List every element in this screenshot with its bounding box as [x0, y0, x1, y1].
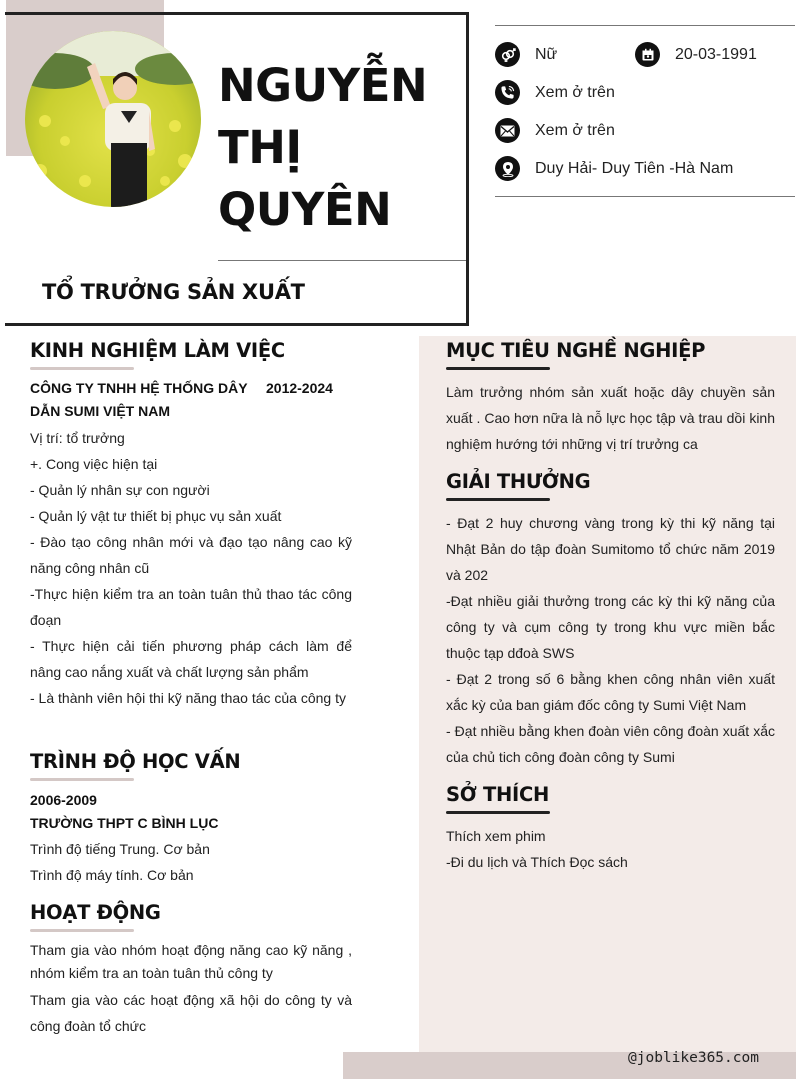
education-details — [30, 836, 210, 888]
education-heading: TRÌNH ĐỘ HỌC VẤN — [30, 750, 241, 773]
experience-line: - Quản lý nhân sự con người — [30, 482, 210, 498]
job-title: TỔ TRƯỞNG SẢN XUẤT — [42, 280, 305, 304]
name-box-border-bottom — [5, 323, 469, 326]
awards-underline — [446, 498, 550, 501]
education-school: TRƯỜNG THPT C BÌNH LỤC — [30, 815, 219, 831]
education-line: Trình độ máy tính. Cơ bản — [30, 867, 194, 883]
award-item: -Đạt nhiều giải thưởng trong các kỳ thi kỹ năng của công ty và cụm công ty trong khu vực miền bắc thuộc tạp dđoà SWS — [446, 593, 775, 661]
education-period: 2006-2009 — [30, 792, 97, 808]
experience-underline — [30, 367, 134, 370]
award-item: - Đạt nhiều bằng khen đoàn viên công đoàn xuất xắc của chủ tich công đoàn công ty Sumi — [446, 723, 775, 765]
envelope-icon — [495, 118, 520, 143]
full-name — [218, 55, 463, 241]
company-line-2: DẪN SUMI VIỆT NAM — [30, 403, 170, 419]
contact-email — [495, 118, 615, 143]
education-underline — [30, 778, 134, 781]
avatar — [25, 31, 201, 207]
phone-icon — [495, 80, 520, 105]
contact-gender — [495, 42, 557, 67]
activities-paragraph-1: Tham gia vào nhóm hoạt động năng cao kỹ năng , nhóm kiểm tra an toàn tuân thủ công ty — [30, 942, 352, 981]
experience-line: - Quản lý vật tư thiết bị phục vụ sản xuất — [30, 508, 282, 524]
gender-value: Nữ — [535, 45, 558, 63]
name-box-border-right — [466, 12, 469, 326]
company-line-1: CÔNG TY TNHH HỆ THỐNG DÂY — [30, 380, 248, 396]
contact-phone — [495, 80, 615, 105]
calendar-icon — [635, 42, 660, 67]
address-value: Duy Hải- Duy Tiên -Hà Nam — [535, 159, 734, 177]
name-line-1: NGUYỄN — [218, 59, 428, 112]
contact-birthday — [635, 42, 757, 67]
experience-period: 2012-2024 — [266, 380, 333, 396]
activities-heading: HOẠT ĐỘNG — [30, 901, 161, 924]
objective-underline — [446, 367, 550, 370]
watermark: @joblike365.com — [628, 1050, 759, 1066]
gender-icon — [495, 42, 520, 67]
location-pin-icon — [495, 156, 520, 181]
experience-line: - Đào tạo công nhân mới và đạo tạo nâng cao kỹ năng công nhân cũ — [30, 534, 352, 576]
award-item: - Đạt 2 huy chương vàng trong kỳ thi kỹ năng tại Nhật Bản do tập đoàn Sumitomo tổ chức năm 2019 và 202 — [446, 515, 775, 583]
education-line: Trình độ tiếng Trung. Cơ bản — [30, 841, 210, 857]
experience-line: Vị trí: tổ trưởng — [30, 430, 125, 446]
contact-divider-top — [495, 25, 795, 26]
experience-line: +. Cong việc hiện tại — [30, 456, 158, 472]
name-line-2: THỊ — [218, 121, 302, 174]
hobby-item: -Đi du lịch và Thích Đọc sách — [446, 854, 628, 870]
award-item: - Đạt 2 trong số 6 bằng khen công nhân viên xuất xắc kỳ của ban giám đốc công ty Sumi Việt Nam — [446, 671, 775, 713]
objective-text: Làm trưởng nhóm sản xuất hoặc dây chuyền sản xuất . Cao hơn nữa là nỗ lực học tập và trau dồi kinh nghiệm hướng tới những vị trí trưởng ca — [446, 384, 775, 452]
name-line-3: QUYÊN — [218, 183, 392, 236]
experience-line: -Thực hiện kiểm tra an toàn tuân thủ thao tác công đoạn — [30, 586, 352, 628]
name-divider — [218, 260, 466, 261]
contact-divider-bottom — [495, 196, 795, 197]
phone-value: Xem ở trên — [535, 83, 615, 101]
experience-company — [30, 377, 270, 423]
hobbies-heading: SỞ THÍCH — [446, 783, 549, 806]
experience-heading: KINH NGHIỆM LÀM VIỆC — [30, 339, 285, 362]
experience-details — [30, 425, 352, 711]
awards-heading: GIẢI THƯỞNG — [446, 470, 591, 493]
education-block — [30, 789, 218, 835]
hobby-item: Thích xem phim — [446, 828, 546, 844]
hobbies-underline — [446, 811, 550, 814]
experience-line: - Thực hiện cải tiến phương pháp cách làm để nâng cao nắng xuất và chất lượng sản phẩm — [30, 638, 352, 680]
activities-paragraph-2: Tham gia vào các hoạt động xã hội do công ty và công đoàn tổ chức — [30, 992, 352, 1034]
awards-list — [446, 510, 775, 770]
experience-line: - Là thành viên hội thi kỹ năng thao tác của công ty — [30, 690, 346, 706]
hobbies-list — [446, 823, 628, 875]
contact-address — [495, 156, 733, 181]
objective-heading: MỤC TIÊU NGHỀ NGHIỆP — [446, 339, 706, 362]
birthday-value: 20-03-1991 — [675, 45, 757, 63]
activities-underline — [30, 929, 134, 932]
email-value: Xem ở trên — [535, 121, 615, 139]
name-box-border-top — [5, 12, 469, 15]
